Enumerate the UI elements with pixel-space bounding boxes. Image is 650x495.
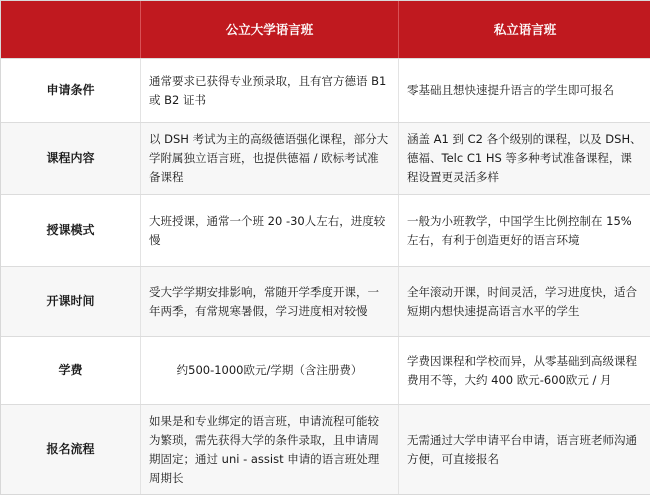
row-label-start-time: 开课时间	[1, 267, 141, 336]
private-cell: 涵盖 A1 到 C2 各个级别的课程，以及 DSH、德福、Telc C1 HS 等多种考试准备课程，课程设置更灵活多样	[407, 132, 642, 184]
public-cell: 如果是和专业绑定的语言班，申请流程可能较为繁琐，需先获得大学的条件录取，且申请周期固定；通过 uni - assist 申请的语言班处理周期长	[141, 405, 399, 494]
header-corner-cell	[1, 1, 141, 58]
private-cell: 零基础且想快速提升语言的学生即可报名	[407, 83, 614, 97]
row-label-course-content: 课程内容	[1, 123, 141, 194]
header-private-course: 私立语言班	[493, 22, 557, 37]
public-cell: 以 DSH 考试为主的高级德语强化课程，部分大学附属独立语言班，也提供德福 / 欧标考试准备课程	[141, 123, 399, 194]
row-label-application-process: 报名流程	[1, 405, 141, 494]
public-cell: 受大学学期安排影响，常随开学季度开课，一年两季，有常规寒暑假，学习进度相对较慢	[141, 267, 399, 336]
private-cell: 学费因课程和学校而异，从零基础到高级课程费用不等，大约 400 欧元-600欧元 / 月	[407, 353, 637, 387]
private-cell: 全年滚动开课，时间灵活，学习进度快，适合短期内想快速提高语言水平的学生	[407, 284, 637, 318]
table-row	[1, 58, 650, 122]
table-row	[1, 404, 650, 494]
private-cell: 一般为小班教学，中国学生比例控制在 15% 左右，有利于创造更好的语言环境	[407, 213, 632, 247]
row-label-tuition: 学费	[1, 337, 141, 404]
header-public-course: 公立大学语言班	[141, 1, 399, 58]
public-cell: 约500-1000欧元/学期（含注册费）	[141, 337, 399, 404]
table-row	[1, 194, 650, 266]
row-label-application-requirements: 申请条件	[1, 59, 141, 122]
private-cell: 无需通过大学申请平台申请，语言班老师沟通方便，可直接报名	[407, 432, 637, 466]
row-label-teaching-mode: 授课模式	[1, 195, 141, 266]
table-row	[1, 266, 650, 336]
table-row	[1, 336, 650, 404]
table-row	[1, 122, 650, 194]
public-cell: 大班授课，通常一个班 20 -30人左右，进度较慢	[141, 195, 399, 266]
public-cell: 通常要求已获得专业预录取，且有官方德语 B1 或 B2 证书	[141, 59, 399, 122]
table-header-row	[1, 1, 650, 58]
